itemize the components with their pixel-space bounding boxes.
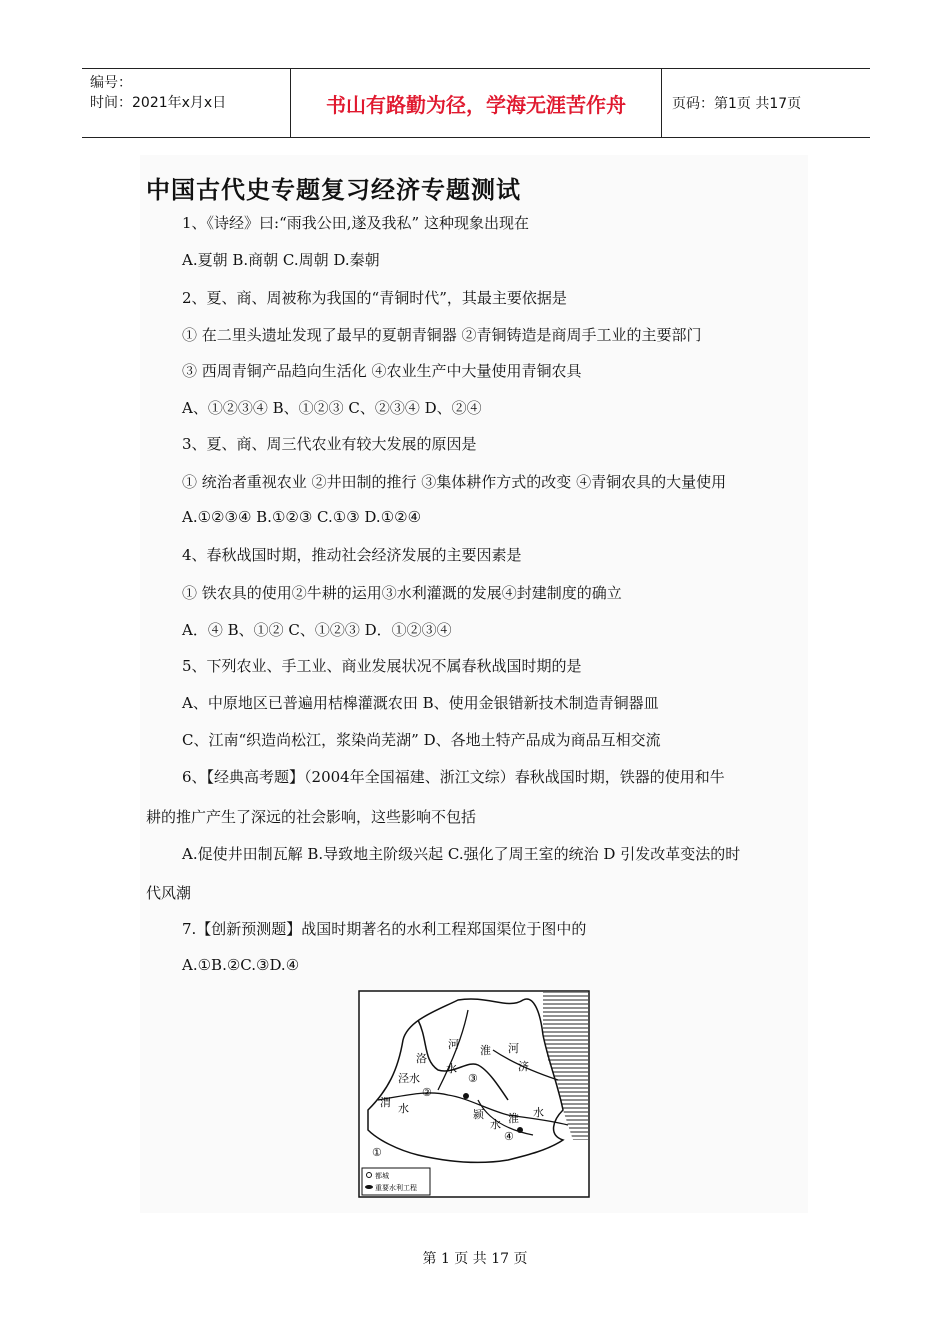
question-line: ③ 西周青铜产品趋向生活化 ④农业生产中大量使用青铜农具: [182, 362, 582, 380]
header-motto: 书山有路勤为径，学海无涯苦作舟: [291, 69, 662, 137]
question-line: ① 在二里头遗址发现了最早的夏朝青铜器 ②青铜铸造是商周手工业的主要部门: [182, 326, 702, 344]
map-label: 河: [448, 1038, 459, 1051]
question-line: 1、《诗经》曰:“雨我公田,遂及我私” 这种现象出现在: [182, 214, 529, 232]
map-label: 渭: [380, 1096, 391, 1109]
question-line: A.①②③④ B.①②③ C.①③ D.①②④: [182, 508, 422, 526]
question-line: 6、【经典高考题】（2004年全国福建、浙江文综）春秋战国时期，铁器的使用和牛: [182, 768, 725, 786]
legend-waterworks-icon: [365, 1185, 373, 1189]
map-marker: ④: [504, 1130, 514, 1143]
map-label: 淮: [508, 1112, 519, 1125]
question-line: 耕的推广产生了深远的社会影响，这些影响不包括: [146, 808, 477, 826]
map-label: 水: [446, 1062, 457, 1075]
map-label: 河: [508, 1042, 519, 1055]
header-page-info: 页码：第1页 共17页: [672, 96, 802, 112]
question-line: A.夏朝 B.商朝 C.周朝 D.秦朝: [182, 251, 380, 269]
map-label: 水: [490, 1118, 501, 1131]
map-figure: [358, 990, 590, 1198]
question-line: A、中原地区已普遍用桔槔灌溉农田 B、使用金银错新技术制造青铜器皿: [182, 694, 659, 712]
question-line: 5、下列农业、手工业、商业发展状况不属春秋战国时期的是: [182, 657, 582, 675]
header-meta: [82, 69, 291, 137]
question-line: A．④ B、①② C、①②③ D．①②③④: [182, 621, 452, 639]
map-label: 颍: [473, 1108, 484, 1121]
map-label: 济: [518, 1060, 529, 1073]
question-line: A.①B.②C.③D.④: [182, 956, 300, 974]
question-line: A、①②③④ B、①②③ C、②③④ D、②④: [182, 399, 482, 417]
question-line: 4、春秋战国时期，推动社会经济发展的主要因素是: [182, 546, 522, 564]
time-label: 时间：2021年x月x日: [90, 95, 227, 111]
question-line: 代风潮: [146, 884, 192, 902]
question-line: 3、夏、商、周三代农业有较大发展的原因是: [182, 435, 477, 453]
page-footer: 第 1 页 共 17 页: [422, 1251, 528, 1267]
page-title: 中国古代史专题复习经济专题测试: [146, 176, 521, 204]
question-line: 7.【创新预测题】战国时期著名的水利工程郑国渠位于图中的: [182, 920, 587, 938]
question-line: ① 铁农具的使用②牛耕的运用③水利灌溉的发展④封建制度的确立: [182, 584, 622, 602]
map-marker: ③: [468, 1072, 478, 1085]
map-label: 水: [533, 1106, 544, 1119]
map-marker: ①: [372, 1146, 382, 1159]
question-line: A.促使井田制瓦解 B.导致地主阶级兴起 C.强化了周王室的统治 D 引发改革变法的时: [182, 845, 741, 863]
question-line: C、江南“织造尚松江，浆染尚芜湖” D、各地土特产品成为商品互相交流: [182, 731, 661, 749]
legend-label: 都城: [375, 1172, 389, 1180]
number-label: 编号：: [90, 75, 132, 91]
question-line: ① 统治者重视农业 ②井田制的推行 ③集体耕作方式的改变 ④青铜农具的大量使用: [182, 473, 727, 491]
capital-marker: [463, 1093, 469, 1099]
document-header: [82, 68, 870, 138]
map-label: 淮: [480, 1044, 491, 1057]
question-line: 2、夏、商、周被称为我国的“青铜时代”，其最主要依据是: [182, 289, 567, 307]
map-label: 泾水: [398, 1072, 420, 1085]
map-marker: ②: [422, 1086, 432, 1099]
legend-label: 重要水利工程: [375, 1184, 417, 1192]
map-label: 水: [398, 1102, 409, 1115]
capital-marker: [517, 1127, 523, 1133]
map-label: 洛: [416, 1052, 427, 1065]
